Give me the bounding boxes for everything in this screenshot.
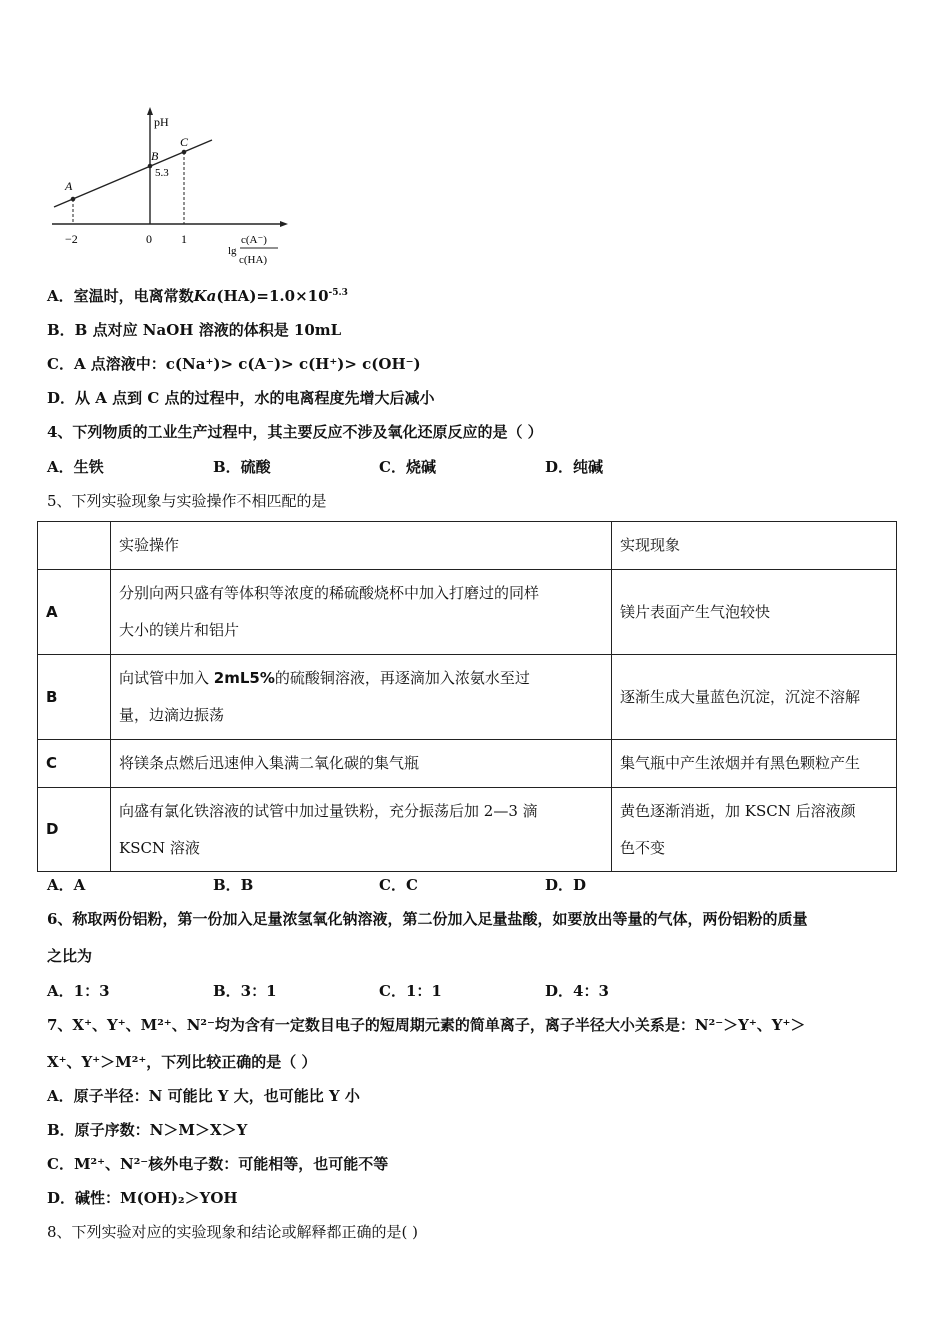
q6-option-b: B．3：1	[213, 982, 277, 1000]
row-label: B	[38, 655, 111, 740]
x-label-num: c(A⁻)	[241, 234, 267, 246]
q7-stem-line1: 7、X⁺、Y⁺、M²⁺、N²⁻均为含有一定数目电子的短周期元素的简单离子，离子半径大小关系是：N²⁻＞Y⁺、Y⁺＞	[47, 1016, 806, 1034]
q5-option-b: B．B	[213, 876, 254, 894]
q4-option-d: D．纯碱	[545, 458, 604, 476]
row-operation-line: 分别向两只盛有等体积等浓度的稀硫酸烧杯中加入打磨过的同样	[119, 584, 540, 602]
row-operation-line: KSCN 溶液	[119, 838, 200, 857]
q6-stem-line1: 6、称取两份铝粉，第一份加入足量浓氢氧化钠溶液，第二份加入足量盐酸，如要放出等量的气体，两份铝粉的质量	[47, 910, 808, 928]
row-operation-line: 将镁条点燃后迅速伸入集满二氧化碳的集气瓶	[119, 754, 420, 772]
q7-option-b: B．原子序数：N＞M＞X＞Y	[47, 1121, 248, 1139]
table-header-blank	[38, 522, 111, 570]
q6-option-a: A．1：3	[47, 982, 110, 1000]
row-operation-line: 大小的镁片和铝片	[119, 621, 240, 639]
q5-options	[47, 875, 711, 895]
row-operation-line: 量，边滴边振荡	[119, 706, 225, 724]
q4-options	[47, 457, 711, 477]
row-operation-line: 向试管中加入 2mL5%的硫酸铜溶液，再逐滴加入浓氨水至过	[119, 669, 530, 687]
q4-option-a: A．生铁	[47, 458, 104, 476]
q5-option-d: D．D	[545, 876, 587, 894]
q4-stem: 4、下列物质的工业生产过程中，其主要反应不涉及氧化还原反应的是（ ）	[47, 423, 543, 441]
point-c-label: C	[180, 135, 189, 149]
q3-option-d: D．从 A 点到 C 点的过程中，水的电离程度先增大后减小	[47, 389, 435, 407]
q5-option-a: A．A	[47, 876, 86, 894]
row-phenomenon: 色不变	[620, 838, 666, 857]
row-label: A	[38, 570, 111, 655]
y-axis-label: pH	[154, 115, 169, 129]
tick-neg2: −2	[65, 232, 78, 246]
experiment-table	[37, 521, 897, 872]
q7-stem-line2: X⁺、Y⁺＞M²⁺，下列比较正确的是（ ）	[47, 1053, 317, 1071]
q7-option-c: C．M²⁺、N²⁻核外电子数：可能相等，也可能不等	[47, 1155, 389, 1173]
table-row	[38, 655, 897, 740]
x-label-prefix: lg	[228, 245, 237, 257]
row-label: D	[38, 788, 111, 872]
tick-1: 1	[181, 232, 187, 246]
q7-option-d: D．碱性：M(OH)₂＞YOH	[47, 1189, 238, 1207]
table-row	[38, 788, 897, 872]
table-header-row	[38, 522, 897, 570]
b-value-label: 5.3	[155, 167, 169, 179]
q6-stem-line2: 之比为	[47, 947, 93, 965]
x-label-den: c(HA)	[239, 254, 268, 266]
q7-option-a: A．原子半径：N 可能比 Y 大，也可能比 Y 小	[47, 1087, 360, 1105]
q3-option-a: A．室温时，电离常数$Ka(HA)=1.0\times 10^{-5.3}$	[47, 287, 348, 305]
point-b-label: B	[151, 149, 159, 163]
table-header-phenomenon: 实现现象	[612, 522, 897, 570]
row-phenomenon: 逐渐生成大量蓝色沉淀，沉淀不溶解	[620, 687, 861, 706]
q8-stem: 8、下列实验对应的实验现象和结论或解释都正确的是( )	[47, 1223, 419, 1241]
row-phenomenon: 镁片表面产生气泡较快	[620, 602, 771, 621]
q4-option-b: B．硫酸	[213, 458, 271, 476]
q5-stem: 5、下列实验现象与实验操作不相匹配的是	[47, 492, 327, 510]
row-operation-line: 向盛有氯化铁溶液的试管中加过量铁粉，充分振荡后加 2—3 滴	[119, 801, 538, 820]
table-header-operation: 实验操作	[111, 522, 612, 570]
q6-option-d: D．4：3	[545, 982, 609, 1000]
q5-option-c: C．C	[379, 876, 418, 894]
q4-option-c: C．烧碱	[379, 458, 436, 476]
q6-options	[47, 981, 711, 1001]
row-label: C	[38, 740, 111, 788]
q3-option-c: C．A 点溶液中：c(Na⁺)> c(A⁻)> c(H⁺)> c(OH⁻)	[47, 355, 421, 373]
point-a-label: A	[65, 179, 73, 193]
ph-graph	[40, 104, 290, 272]
q6-option-c: C．1：1	[379, 982, 442, 1000]
table-row	[38, 570, 897, 655]
row-phenomenon: 黄色逐渐消逝，加 KSCN 后溶液颜	[620, 801, 856, 820]
q3-option-b: B．B 点对应 NaOH 溶液的体积是 10mL	[47, 321, 342, 339]
table-row	[38, 740, 897, 788]
tick-0: 0	[146, 232, 152, 246]
row-phenomenon: 集气瓶中产生浓烟并有黑色颗粒产生	[620, 754, 861, 772]
